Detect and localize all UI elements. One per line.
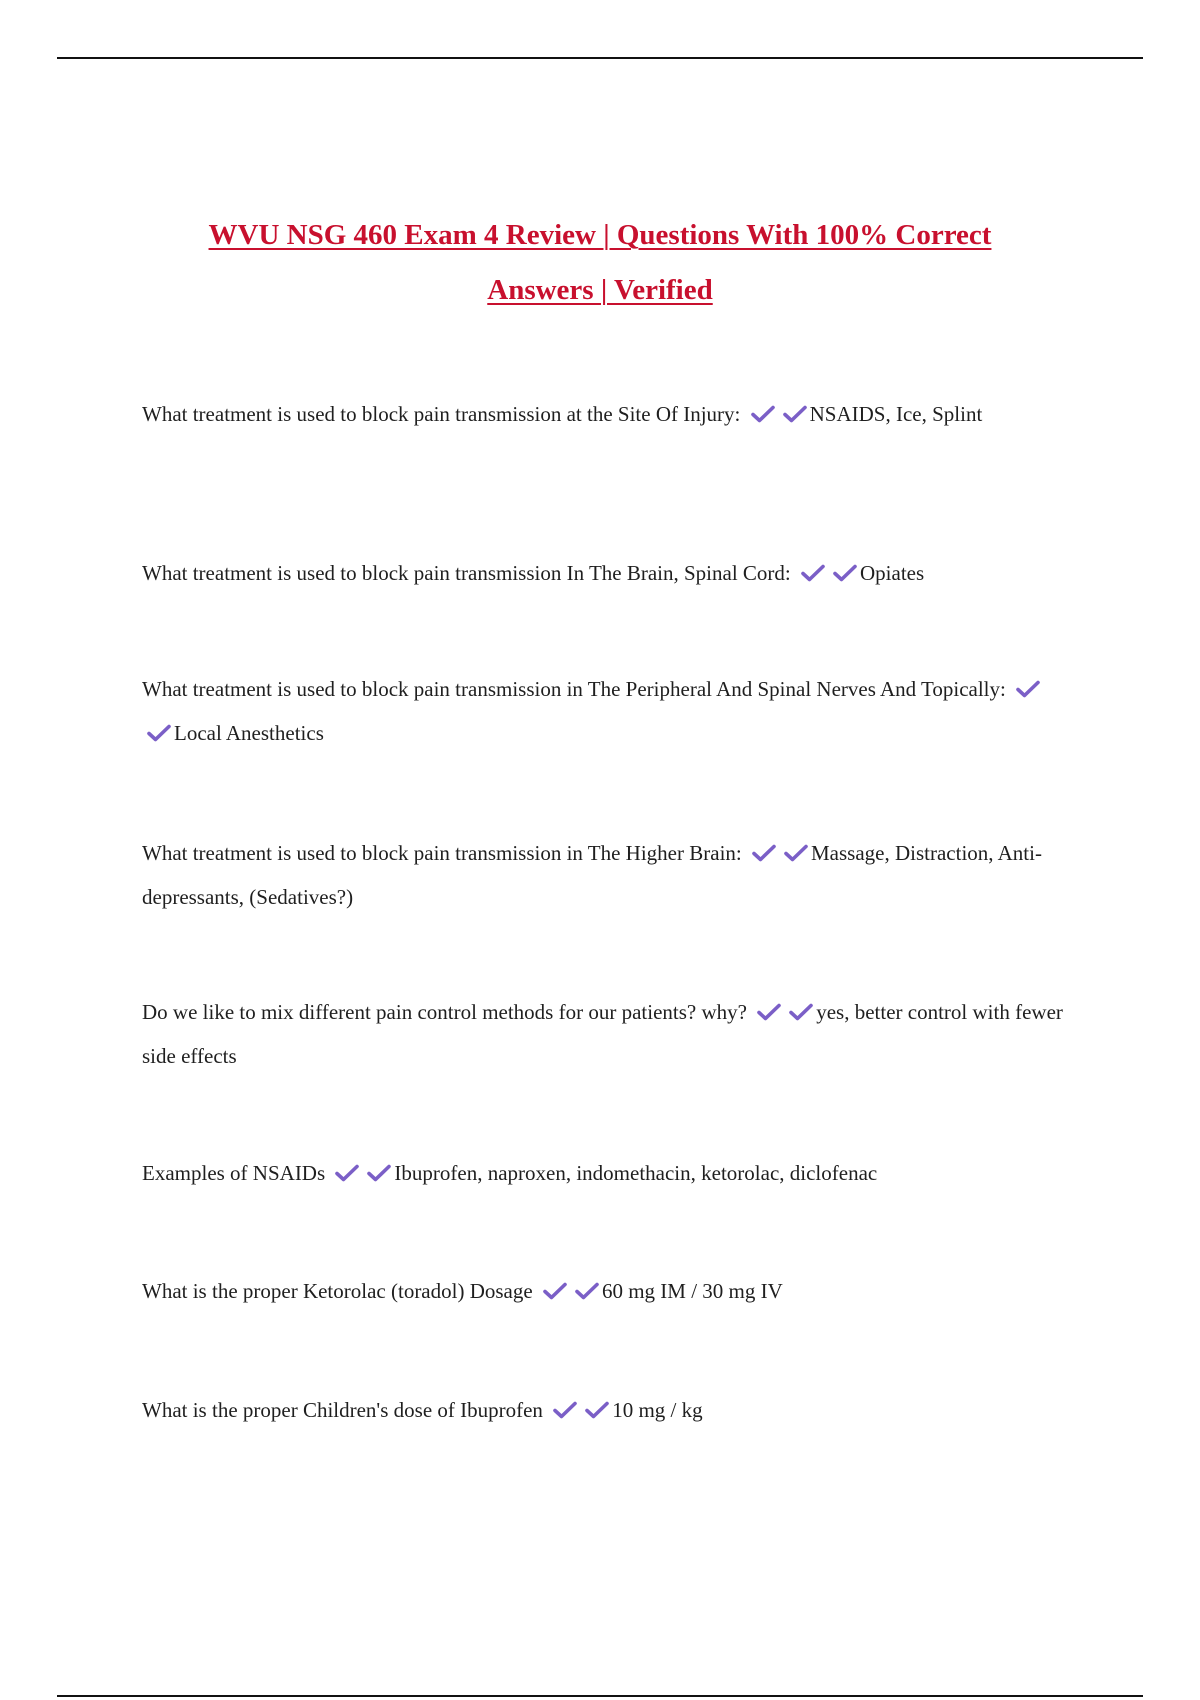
checkmark-icon	[552, 1400, 578, 1420]
question-text: What treatment is used to block pain transmission in The Peripheral And Spinal Nerves And Topically:	[142, 677, 1006, 701]
checkmark-icon	[756, 1002, 782, 1022]
question-text: What treatment is used to block pain transmission in The Higher Brain:	[142, 841, 742, 865]
checkmark-icon	[788, 1002, 814, 1022]
checkmark-icon	[1015, 679, 1041, 699]
answer-text: yes, better control with fewer side effects	[142, 1000, 1063, 1068]
answer-text: 60 mg IM / 30 mg IV	[601, 1279, 783, 1303]
checkmark-icon	[334, 1163, 360, 1183]
qa-item	[142, 551, 1072, 595]
checkmark-icon	[800, 563, 826, 583]
question-text: Examples of NSAIDs	[142, 1161, 326, 1185]
qa-item	[142, 667, 1072, 755]
footer-rule	[57, 1695, 1143, 1697]
qa-item	[142, 392, 1072, 436]
checkmark-icon	[832, 563, 858, 583]
checkmark-icon	[542, 1281, 568, 1301]
header-rule	[57, 57, 1143, 59]
answer-text: Ibuprofen, naproxen, indomethacin, ketorolac, diclofenac	[394, 1161, 878, 1185]
question-text: What treatment is used to block pain transmission In The Brain, Spinal Cord:	[142, 561, 791, 585]
checkmark-icon	[782, 404, 808, 424]
checkmark-icon	[751, 843, 777, 863]
qa-item	[142, 1388, 1072, 1432]
qa-item	[142, 990, 1072, 1078]
title-line-2: Answers | Verified	[487, 274, 713, 306]
qa-item	[142, 831, 1072, 919]
answer-text: Local Anesthetics	[174, 721, 324, 745]
question-text: What is the proper Ketorolac (toradol) Dosage	[142, 1279, 533, 1303]
checkmark-icon	[750, 404, 776, 424]
title-line-1: WVU NSG 460 Exam 4 Review | Questions With 100% Correct	[208, 219, 992, 251]
document-title	[120, 208, 1080, 318]
checkmark-icon	[366, 1163, 392, 1183]
answer-text: 10 mg / kg	[612, 1398, 703, 1422]
answer-text: NSAIDS, Ice, Splint	[809, 402, 983, 426]
question-text: What treatment is used to block pain transmission at the Site Of Injury:	[142, 402, 741, 426]
qa-item	[142, 1151, 1072, 1195]
answer-text: Massage, Distraction, Anti- depressants, (Sedatives?)	[142, 841, 1042, 909]
checkmark-icon	[146, 723, 172, 743]
checkmark-icon	[584, 1400, 610, 1420]
qa-item	[142, 1269, 1072, 1313]
answer-text: Opiates	[860, 561, 925, 585]
question-text: Do we like to mix different pain control methods for our patients? why?	[142, 1000, 747, 1024]
checkmark-icon	[783, 843, 809, 863]
checkmark-icon	[574, 1281, 600, 1301]
question-text: What is the proper Children's dose of Ibuprofen	[142, 1398, 543, 1422]
